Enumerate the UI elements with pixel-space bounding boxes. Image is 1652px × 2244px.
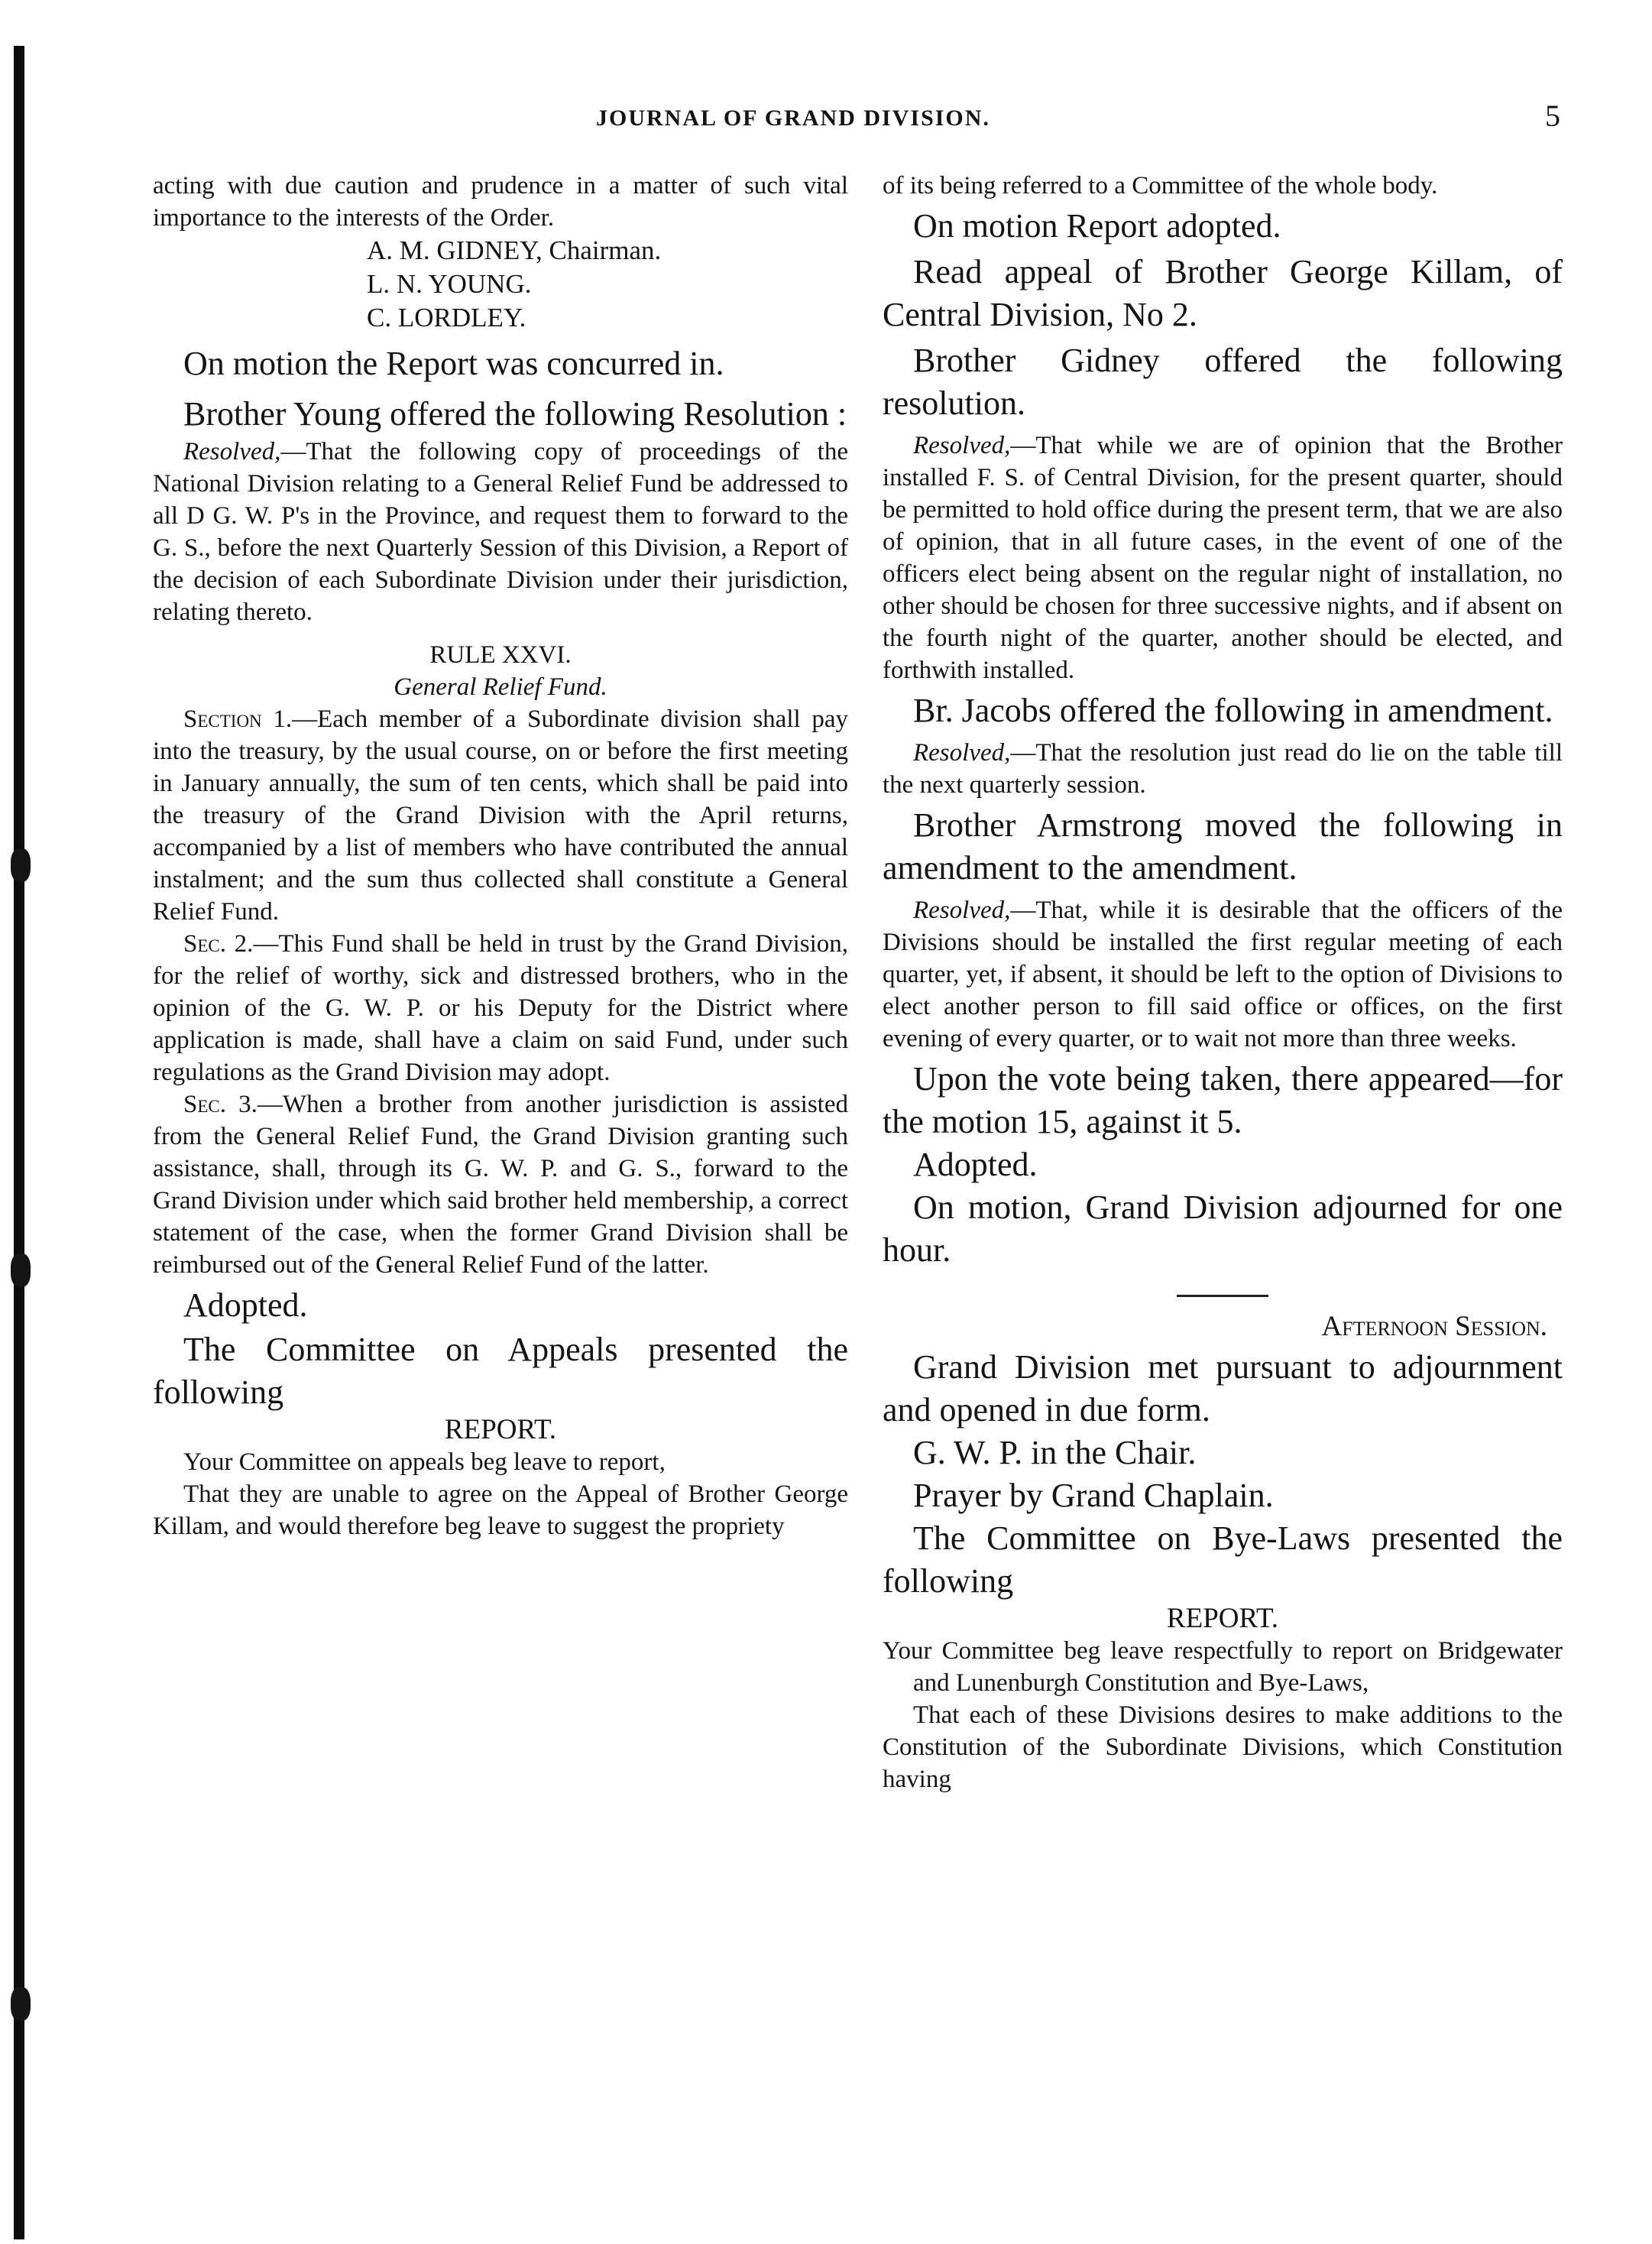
resolved-label: Resolved,: [913, 432, 1011, 459]
signature: A. M. GIDNEY, Chairman.: [367, 235, 662, 265]
paragraph: Adopted.: [183, 1286, 308, 1324]
section: [153, 928, 848, 1088]
section-label: Sec. 3.: [183, 1091, 258, 1118]
paragraph: On motion the Report was concurred in.: [183, 345, 724, 382]
binding-blot: [11, 848, 31, 882]
resolution: [153, 436, 848, 628]
resolved-label: Resolved,: [913, 739, 1011, 767]
paragraph: The Committee on Bye-Laws presented the following: [883, 1519, 1563, 1600]
section: [153, 703, 848, 928]
paragraph: Your Committee beg leave respectfully to report on Bridgewater and Lunenburgh Constitution and Bye-Laws,: [883, 1637, 1563, 1697]
signature: L. N. YOUNG.: [367, 269, 532, 299]
section-label: Sec. 2.: [183, 930, 254, 958]
rule-subtitle: [153, 671, 848, 703]
section: [153, 1088, 848, 1281]
paragraph: Brother Gidney offered the following resolution.: [883, 342, 1563, 422]
section-text: —When a brother from another jurisdiction is assisted from the General Relief Fund, the Grand Division granting such assistance, shall, through its G. W. P. and G. S., forward to the Grand Division under which said brother held membership, a correct statement of the case, when the former Grand Division shall be reimbursed out of the General Relief Fund of the latter.: [153, 1091, 848, 1279]
paragraph: acting with due caution and prudence in a matter of such vital importance to the interests of the Order.: [153, 172, 848, 232]
resolution-text: —That while we are of opinion that the Brother installed F. S. of Central Division, for the present quarter, should be permitted to hold office during the present term, that we are also of opinion, that in all future cases, in the event of one of the officers elect being absent on the regular night of installation, no other should be chosen for three successive nights, and if absent on the fourth night of the quarter, another should be elected, and forthwith installed.: [883, 432, 1563, 684]
paragraph: Brother Young offered the following Resolution :: [183, 395, 847, 433]
resolution-text: —That, while it is desirable that the officers of the Divisions should be installed the first regular meeting of each quarter, yet, if absent, it should be left to the option of Divisions to elect another person to fill said office or offices, on the first evening of every quarter, or to wait not more than three weeks.: [883, 897, 1563, 1052]
resolution: [883, 894, 1563, 1055]
paragraph: Prayer by Grand Chaplain.: [913, 1477, 1274, 1514]
page-number: 5: [1545, 99, 1560, 133]
binding-edge: [14, 46, 24, 2239]
rule-title: RULE XXVI.: [429, 641, 572, 669]
paragraph: That they are unable to agree on the Appeal of Brother George Killam, and would therefore beg leave to suggest the propriety: [153, 1480, 848, 1540]
paragraph: On motion Report adopted.: [913, 207, 1281, 245]
rule-subtitle-text: General Relief Fund.: [394, 673, 607, 701]
section-text: —Each member of a Subordinate division shall pay into the treasury, by the usual course, on or before the first meeting in January annually, the sum of ten cents, which shall be paid into the treasury of the Grand Division with the April returns, accompanied by a list of members who have contributed the annual instalment; and the sum thus collected shall constitute a General Relief Fund.: [153, 705, 848, 926]
resolution-text: —That the resolution just read do lie on the table till the next quarterly session.: [883, 739, 1563, 799]
binding-blot: [11, 1253, 31, 1287]
resolved-label: Resolved,: [183, 438, 281, 465]
paragraph: Brother Armstrong moved the following in amendment to the amendment.: [883, 806, 1563, 887]
session-title: Afternoon Session.: [1321, 1311, 1547, 1342]
section-divider: [1177, 1295, 1268, 1297]
binding-blot: [11, 1987, 31, 2021]
report-title: REPORT.: [1166, 1603, 1279, 1634]
paragraph: On motion, Grand Division adjourned for one hour.: [883, 1188, 1563, 1269]
resolution: [883, 737, 1563, 801]
paragraph: The Committee on Appeals presented the following: [153, 1331, 848, 1411]
paragraph: Your Committee on appeals beg leave to report,: [183, 1448, 666, 1476]
paragraph: Adopted.: [913, 1146, 1038, 1183]
page-header: [138, 98, 1560, 136]
report-title: REPORT.: [444, 1414, 557, 1445]
paragraph: Grand Division met pursuant to adjournment and opened in due form.: [883, 1348, 1563, 1428]
left-column: [153, 170, 848, 1542]
paragraph: Upon the vote being taken, there appeared—for the motion 15, against it 5.: [883, 1060, 1563, 1140]
section-label: Section 1.: [183, 705, 293, 733]
running-title: JOURNAL OF GRAND DIVISION.: [596, 105, 990, 131]
paragraph: G. W. P. in the Chair.: [913, 1434, 1197, 1471]
paragraph: of its being referred to a Committee of the whole body.: [883, 172, 1438, 199]
signature: C. LORDLEY.: [367, 303, 526, 332]
resolved-label: Resolved,: [913, 897, 1011, 924]
section-text: —This Fund shall be held in trust by the Grand Division, for the relief of worthy, sick and distressed brothers, who in the opinion of the G. W. P. or his Deputy for the District where application is made, shall have a claim on said Fund, under such regulations as the Grand Division may adopt.: [153, 930, 848, 1086]
paragraph: That each of these Divisions desires to make additions to the Constitution of the Subordinate Divisions, which Constitution having: [883, 1701, 1563, 1793]
right-column: [883, 170, 1563, 1795]
paragraph: Read appeal of Brother George Killam, of Central Division, No 2.: [883, 253, 1563, 333]
paragraph: Br. Jacobs offered the following in amendment.: [913, 692, 1553, 729]
resolution: [883, 430, 1563, 686]
resolution-text: —That the following copy of proceedings of the National Division relating to a General Relief Fund be addressed to all D G. W. P's in the Province, and request them to forward to the G. S., before the next Quarterly Session of this Division, a Report of the decision of each Subordinate Division under their jurisdiction, relating thereto.: [153, 438, 848, 626]
